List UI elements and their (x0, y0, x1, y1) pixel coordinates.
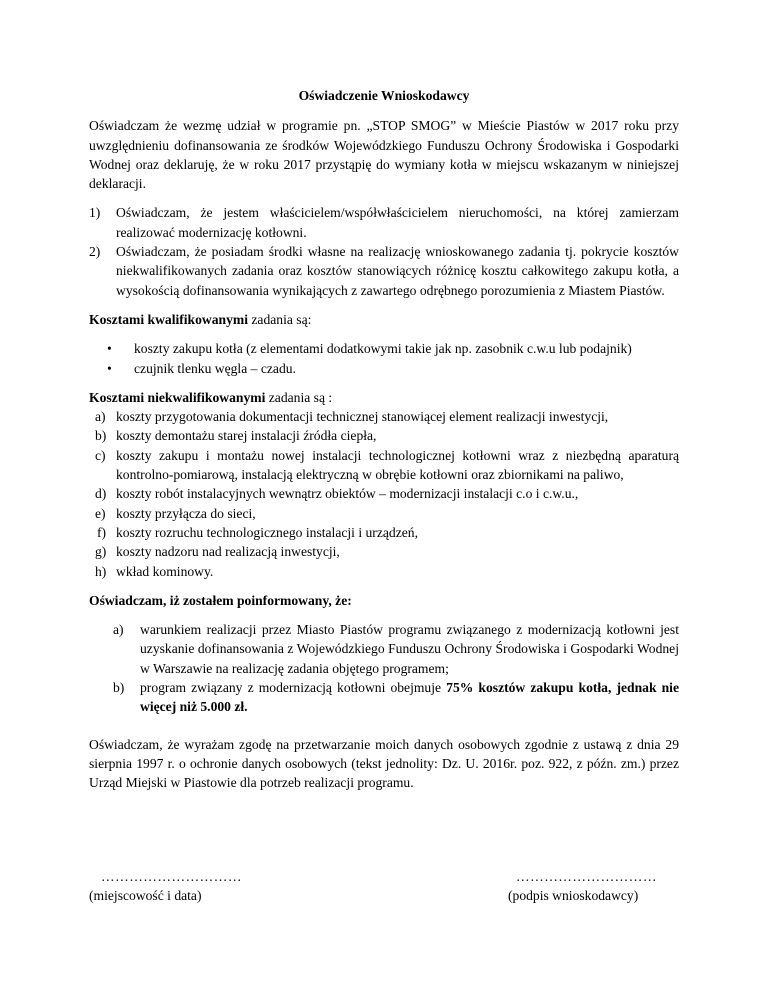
signature-place-date (89, 867, 242, 905)
signature-dots-right: ………………………… (516, 869, 657, 884)
list-item (89, 620, 679, 678)
list-marker: d) (95, 486, 107, 502)
nonqualified-costs-list (89, 407, 679, 581)
declaration-item (89, 242, 679, 300)
list-item (89, 678, 679, 717)
list-item (89, 484, 679, 503)
qualified-costs-heading (89, 310, 679, 329)
list-item-text: koszty zakupu i montażu nowej instalacji technologicznej kotłowni wraz z niezbędną aparaturą kontrolno-pomiarową, instalacją elektryczną w obrębie kotłowni oraz zbiornikami na paliwo, (116, 447, 679, 483)
list-item (89, 339, 679, 358)
declarations-list (89, 203, 679, 299)
list-item (89, 523, 679, 542)
list-item (89, 407, 679, 426)
list-item-text (140, 678, 679, 717)
list-marker: c) (95, 447, 106, 463)
list-item-text: koszty demontażu starej instalacji źródła ciepła, (116, 428, 377, 444)
signature-applicant (508, 867, 657, 905)
list-item-text: czujnik tlenku węgla – czadu. (134, 360, 296, 376)
signature-label-right: (podpis wnioskodawcy) (508, 888, 639, 903)
list-marker: 1) (89, 205, 101, 221)
list-marker: h) (95, 563, 107, 579)
list-marker: b) (113, 680, 125, 696)
list-marker: b) (95, 428, 107, 444)
declaration-text: Oświadczam, że jestem właścicielem/współwłaścicielem nieruchomości, na której zamierzam realizować modernizację kotłowni. (116, 205, 679, 240)
list-marker: e) (95, 505, 106, 521)
list-item-text: koszty przyłącza do sieci, (116, 505, 256, 521)
list-item (89, 562, 679, 581)
list-item (89, 426, 679, 445)
qualified-heading-bold: Kosztami kwalifikowanymi (89, 311, 248, 327)
list-item-text: koszty rozruchu technologicznego instalacji i urządzeń, (116, 524, 418, 540)
list-item (89, 446, 679, 485)
qualified-costs-list (89, 339, 679, 378)
list-marker: g) (95, 544, 107, 560)
list-item-text: koszty przygotowania dokumentacji technicznej stanowiącej element realizacji inwestycji, (116, 409, 609, 425)
bullet-marker: • (107, 341, 112, 357)
signature-label-left: (miejscowość i data) (89, 888, 202, 903)
signature-dots-left: ………………………… (101, 869, 242, 884)
list-marker: a) (95, 409, 106, 425)
list-item (89, 359, 679, 378)
list-marker: f) (97, 524, 107, 540)
informed-list (89, 620, 679, 716)
list-item-text: koszty nadzoru nad realizacją inwestycji, (116, 544, 340, 560)
declaration-item (89, 203, 679, 242)
list-item-text: koszty robót instalacyjnych wewnątrz obiektów – modernizacji instalacji c.o i c.w.u., (116, 486, 579, 502)
list-item-text: koszty zakupu kotła (z elementami dodatkowymi takie jak np. zasobnik c.w.u lub podajnik) (134, 341, 632, 357)
bullet-marker: • (107, 360, 112, 376)
consent-paragraph: Oświadczam, że wyrażam zgodę na przetwarzanie moich danych osobowych zgodnie z ustawą z dnia 29 sierpnia 1997 r. o ochronie danych osobowych (tekst jednolity: Dz. U. 2016r. poz. 922, z późn. zm.) przez Urząd Miejski w Piastowie dla potrzeb realizacji programu. (89, 736, 679, 791)
informed-heading: Oświadczam, iż zostałem poinformowany, że: (89, 592, 352, 608)
list-item-text: warunkiem realizacji przez Miasto Piastów programu związanego z modernizacją kotłowni jest uzyskanie dofinansowania z Wojewódzkiego Funduszu Ochrony Środowiska i Gospodarki Wodnej w Warszawie na realizację zadania objętego programem; (140, 622, 679, 676)
nonqualified-costs-heading (89, 388, 679, 407)
list-item (89, 542, 679, 561)
declaration-text: Oświadczam, że posiadam środki własne na realizację wnioskowanego zadania tj. pokrycie kosztów niekwalifikowanych zadania oraz kosztów stanowiących różnicę kosztu całkowitego zakupu kotła, a wysokością dofinansowania wynikających z zawartego odrębnego porozumienia z Miastem Piastów. (116, 244, 679, 298)
list-item-text: wkład kominowy. (116, 563, 214, 579)
item-b-text: program związany z modernizacją kotłowni obejmuje (140, 680, 447, 696)
list-marker: a) (113, 622, 124, 638)
document-title: Oświadczenie Wnioskodawcy (298, 88, 470, 103)
item-b-bold: 75% kosztów zakupu kotła, jednak nie więcej niż 5.000 zł. (140, 680, 679, 715)
nonqualified-heading-rest: zadania są : (265, 389, 333, 405)
nonqualified-heading-bold: Kosztami niekwalifikowanymi (89, 389, 266, 405)
list-item (89, 504, 679, 523)
document-page (89, 86, 679, 793)
qualified-heading-rest: zadania są: (247, 311, 312, 327)
intro-paragraph: Oświadczam że wezmę udział w programie pn. „STOP SMOG” w Mieście Piastów w 2017 roku przy uwzględnieniu dofinansowania ze środków Wojewódzkiego Funduszu Ochrony Środowiska i Gospodarki Wodnej oraz deklaruję, że w roku 2017 przystąpię do wymiany kotła w miejscu wskazanym w niniejszej deklaracji. (89, 118, 679, 192)
list-marker: 2) (89, 244, 101, 260)
